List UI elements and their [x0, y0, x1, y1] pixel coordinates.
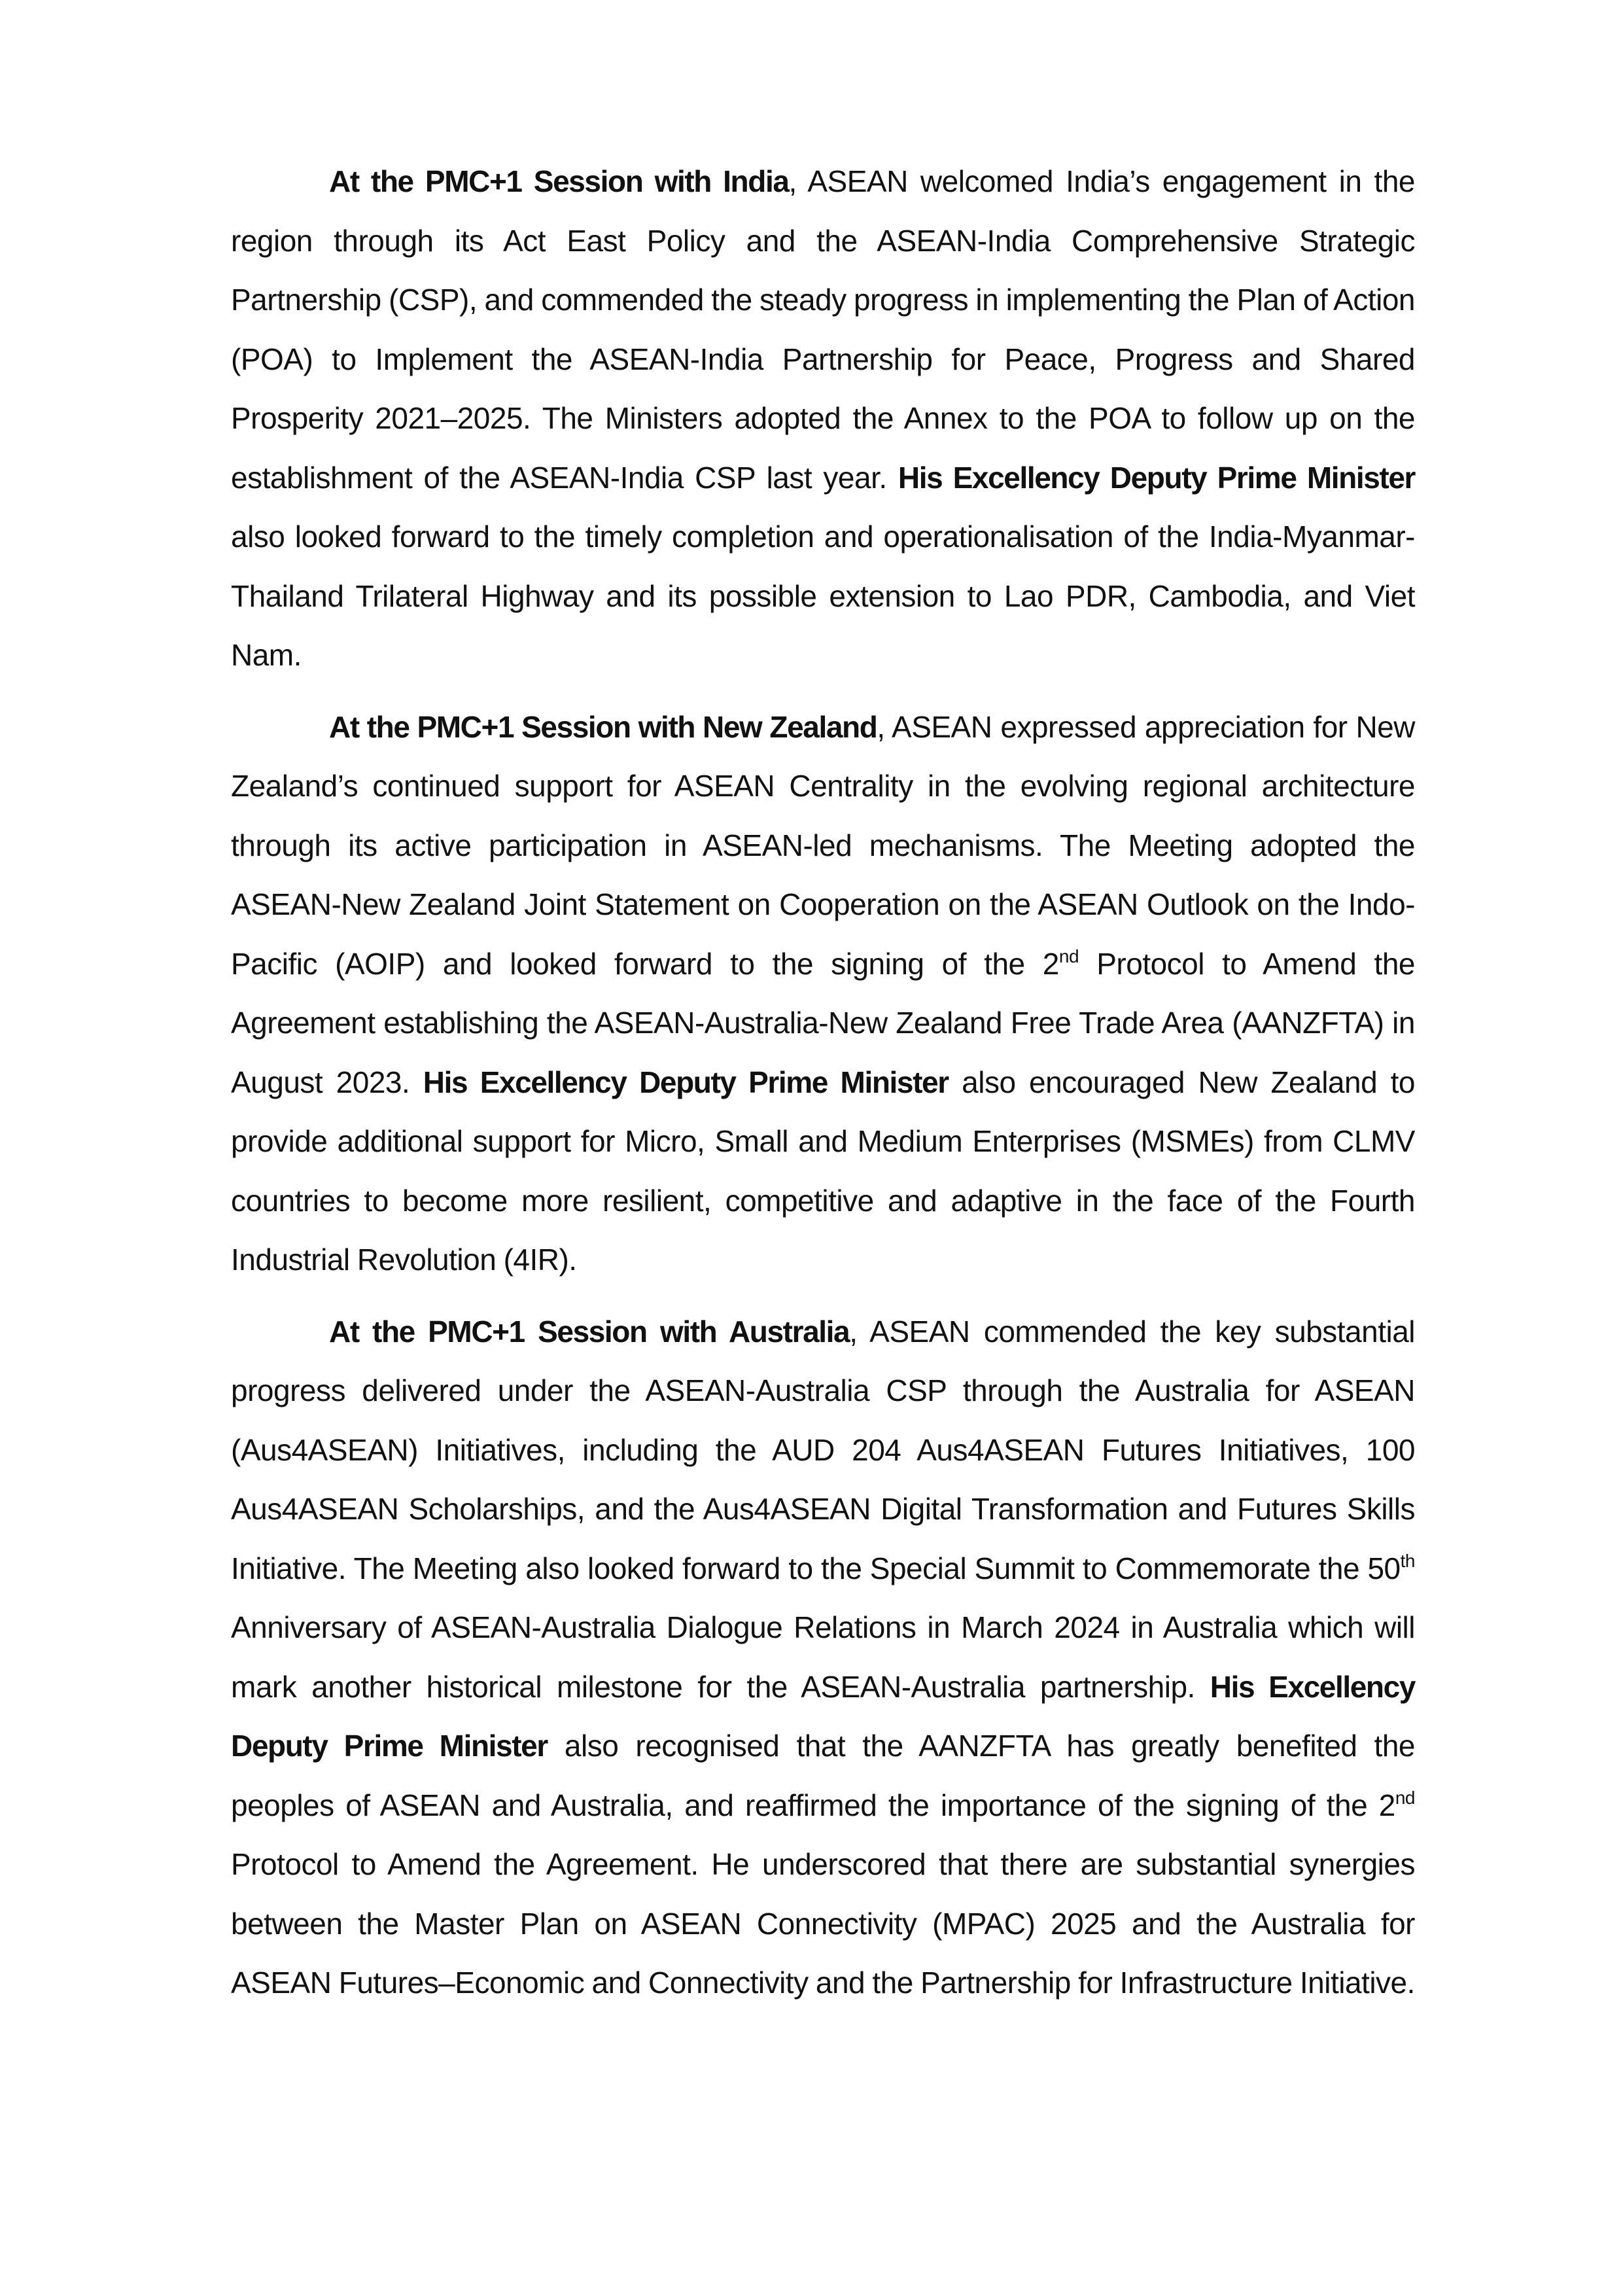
paragraph-text: Protocol to Amend the Agreement. He underscored that there are substantial synergies between the Master Plan on ASEAN Connectivity (MPAC) 2025 and the Australia for ASEAN Futures–Economic and Connectivity and the Partnership for Infrastructure Initiative. — [231, 1847, 1415, 2000]
ordinal-suffix: th — [1400, 1550, 1415, 1571]
paragraph-text: also encouraged New Zealand to provide additional support for Micro, Small and Medium Enterprises (MSMEs) from CLMV countries to become more resilient, competitive and adaptive in the face of the Fourth Industrial Revolution (4IR). — [231, 1065, 1415, 1277]
dignitary-title: His Excellency Deputy Prime Minister — [898, 460, 1416, 495]
dignitary-title: His Excellency Deputy Prime Minister — [423, 1065, 949, 1099]
paragraph-text: Protocol to Amend the Agreement establishing the ASEAN-Australia-New Zealand Free Trade Area (AANZFTA) in August 2023. — [231, 946, 1416, 1099]
paragraph-text: also recognised that the AANZFTA has greatly benefited the peoples of ASEAN and Australia, and reaffirmed the importance of the signing of the 2 — [231, 1729, 1415, 1822]
document-page — [231, 152, 1415, 2025]
ordinal-suffix: nd — [1058, 945, 1079, 966]
paragraph-australia — [231, 1302, 1415, 2013]
session-heading-australia: At the PMC+1 Session with Australia — [329, 1314, 850, 1349]
paragraph-text: , ASEAN welcomed India’s engagement in the region through its Act East Policy and the ASEAN-India Comprehensive Strategic Partnership (CSP), and commended the steady progress in implementing the Plan of Action (POA) to Implement the ASEAN-India Partnership for Peace, Progress and Shared Prosperity 2021–2025. The Ministers adopted the Annex to the POA to follow up on the establishment of the ASEAN-India CSP last year. — [231, 164, 1416, 495]
ordinal-suffix: nd — [1395, 1787, 1415, 1808]
paragraph-text: , ASEAN expressed appreciation for New Zealand’s continued support for ASEAN Centrality in the evolving regional architecture through its active participation in ASEAN-led mechanisms. The Meeting adopted the ASEAN-New Zealand Joint Statement on Cooperation on the ASEAN Outlook on the Indo-Pacific (AOIP) and looked forward to the signing of the 2 — [231, 709, 1415, 981]
session-heading-india: At the PMC+1 Session with India — [329, 164, 789, 198]
paragraph-india — [231, 152, 1415, 685]
paragraph-text: Anniversary of ASEAN-Australia Dialogue Relations in March 2024 in Australia which will mark another historical milestone for the ASEAN-Australia partnership. — [231, 1610, 1415, 1704]
session-heading-new-zealand: At the PMC+1 Session with New Zealand — [329, 709, 877, 744]
dignitary-title: His Excellency Deputy Prime Minister — [231, 1669, 1415, 1763]
paragraph-text: also looked forward to the timely completion and operationalisation of the India-Myanmar-Thailand Trilateral Highway and its possible extension to Lao PDR, Cambodia, and Viet Nam. — [231, 520, 1415, 672]
paragraph-text: , ASEAN commended the key substantial progress delivered under the ASEAN-Australia CSP through the Australia for ASEAN (Aus4ASEAN) Initiatives, including the AUD 204 Aus4ASEAN Futures Initiatives, 100 Aus4ASEAN Scholarships, and the Aus4ASEAN Digital Transformation and Futures Skills Initiative. The Meeting also looked forward to the Special Summit to Commemorate the 50 — [231, 1314, 1415, 1585]
paragraph-new-zealand — [231, 698, 1415, 1290]
